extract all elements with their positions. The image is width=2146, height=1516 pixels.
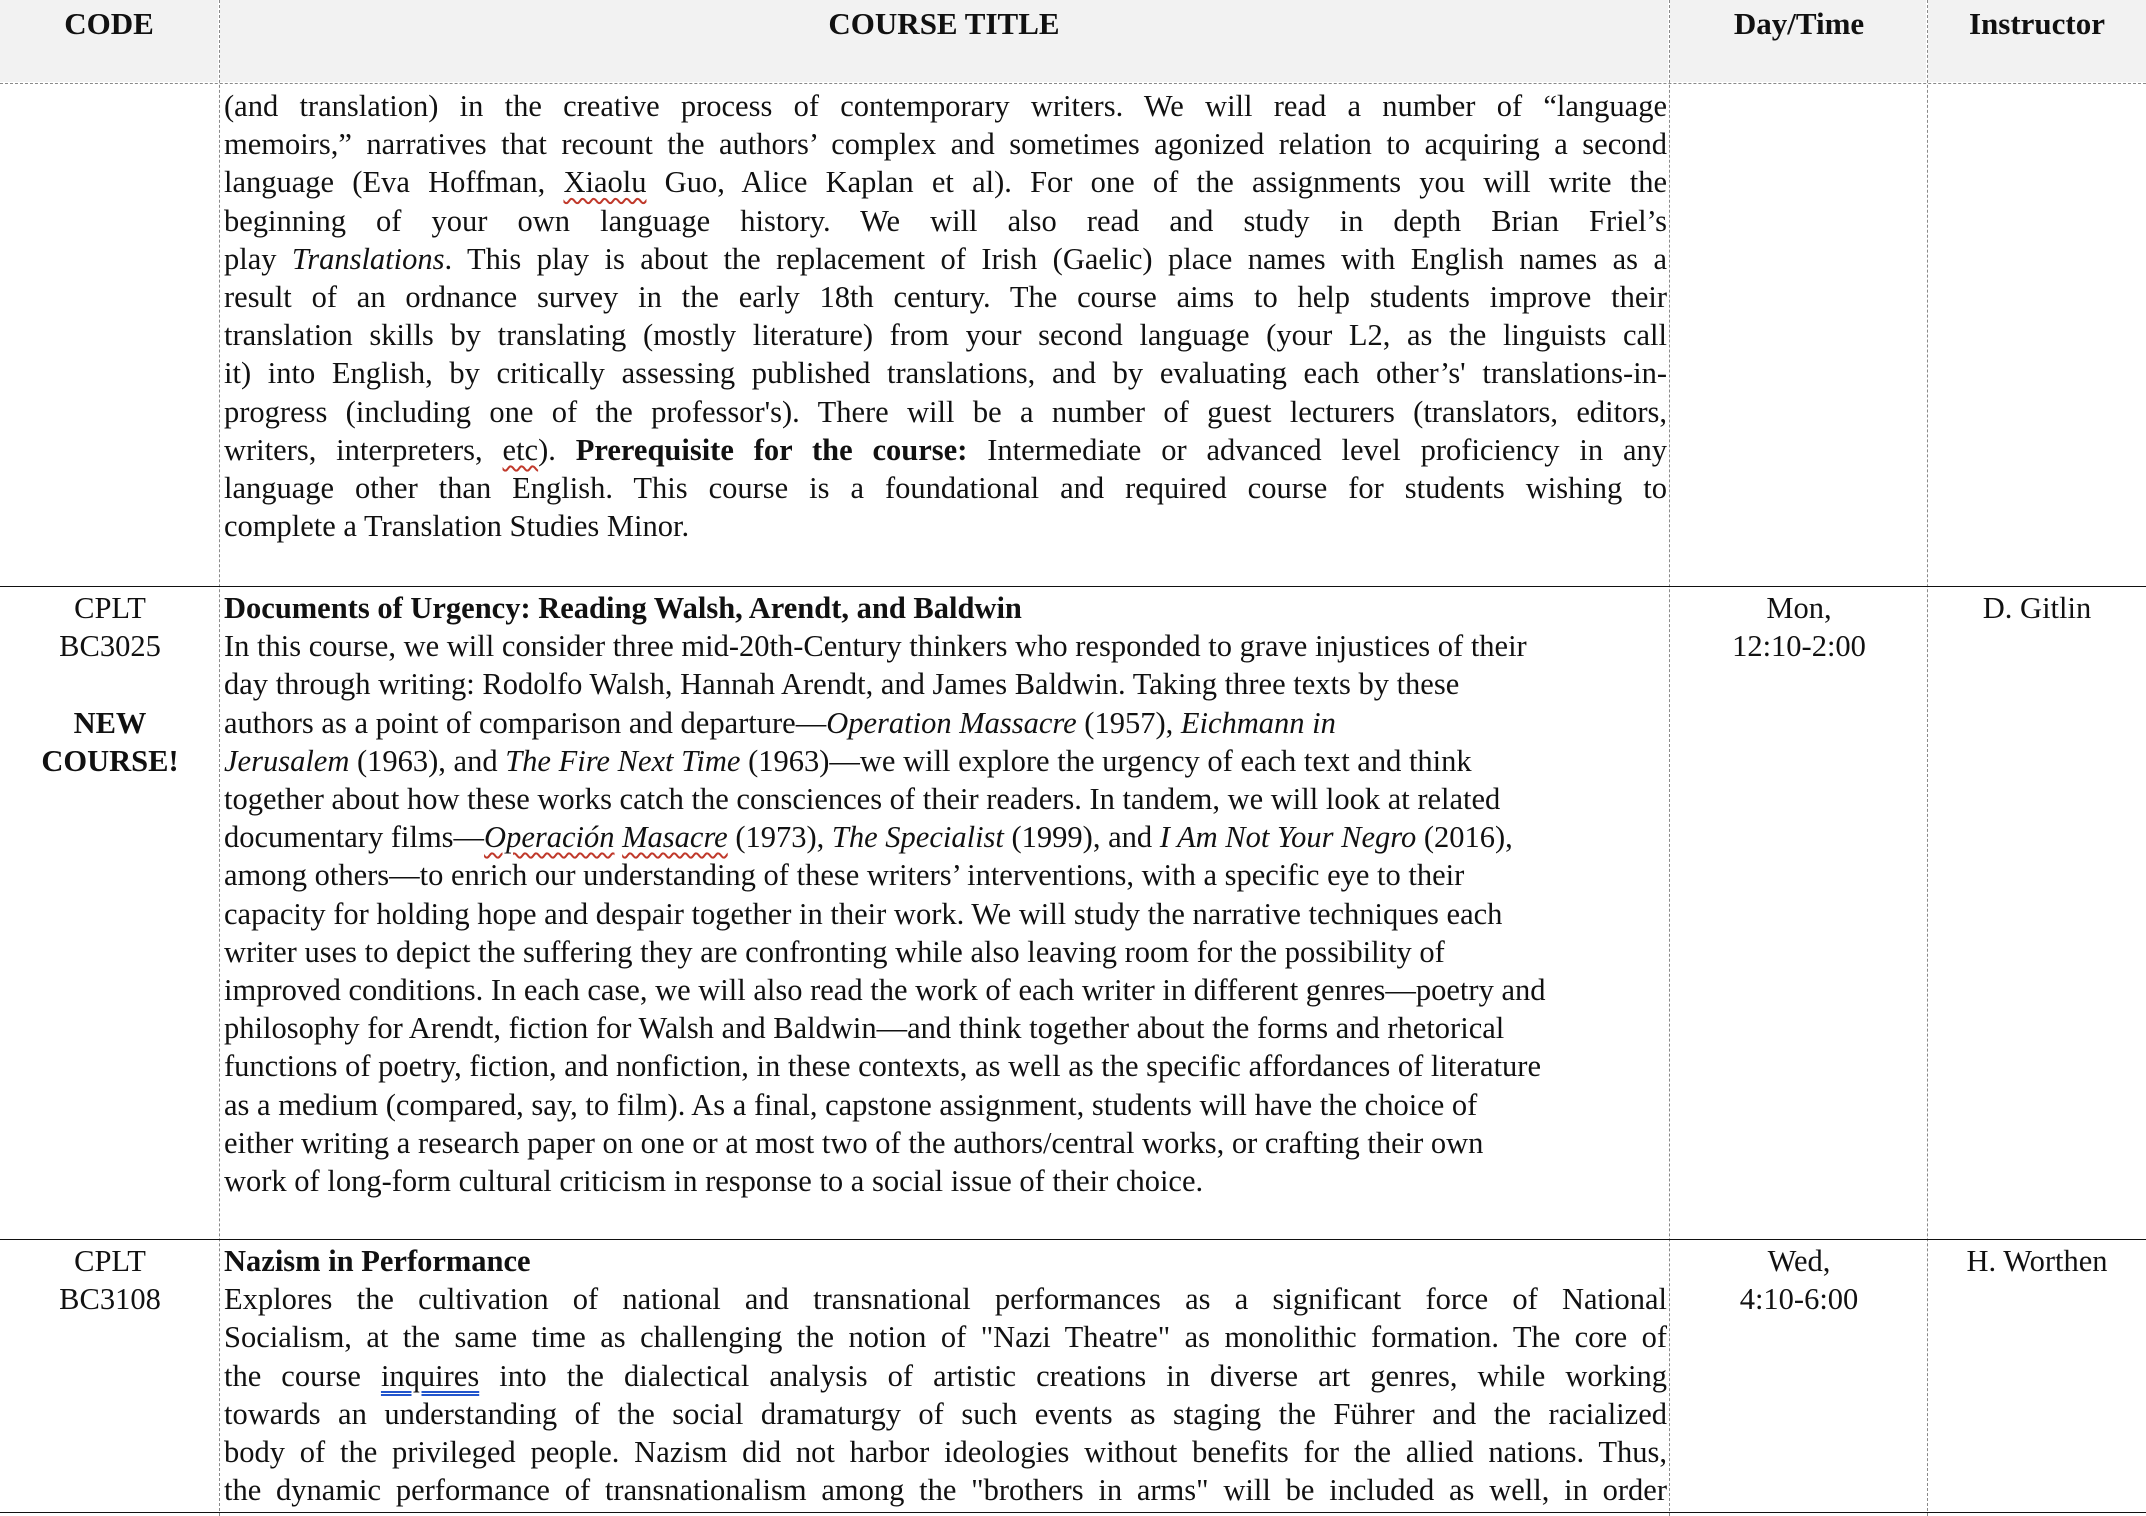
row0-line: beginning of your own language history. We will also read and study in depth Brian Friel’s [224, 203, 1667, 238]
row1-italic: I Am Not Your Negro [1159, 820, 1417, 855]
row1-line [224, 818, 1667, 856]
row1-italic: Operation Massacre [826, 705, 1077, 740]
row2-text: the course [224, 1358, 381, 1393]
row0-line [224, 163, 1667, 201]
row1-line: work of long-form cultural criticism in response to a social issue of their choice. [224, 1164, 1204, 1199]
row1-line: writer uses to depict the suffering they are confronting while also leaving room for the possibility of [224, 934, 1445, 969]
row1-code-dept: CPLT [74, 591, 146, 625]
row1-line: among others—to enrich our understanding of these writers’ interventions, with a specific eye to their [224, 858, 1465, 893]
row1-text: (1973), [727, 820, 832, 855]
prerequisite-label: Prerequisite for the course: [575, 432, 968, 467]
row1-line [224, 704, 1667, 742]
row1-line: capacity for holding hope and despair together in their work. We will study the narrative techniques each [224, 896, 1503, 931]
row1-course-title: Documents of Urgency: Reading Walsh, Arendt, and Baldwin [224, 591, 1022, 625]
row0-text: play [224, 241, 292, 276]
row1-day: Mon, [1766, 591, 1832, 625]
row1-text: (1963), and [349, 743, 506, 778]
row0-description [224, 87, 1667, 545]
row0-text: . This play is about the replacement of Irish (Gaelic) place names with English names as a [444, 241, 1667, 276]
row0-italic: Translations [291, 241, 445, 276]
row1-italic: Eichmann in [1180, 705, 1336, 740]
row2-code [0, 1242, 220, 1318]
row1-text: documentary films— [224, 820, 485, 855]
row1-time: 12:10-2:00 [1732, 629, 1866, 664]
row2-course-title: Nazism in Performance [224, 1244, 531, 1278]
row2-text: into the dialectical analysis of artistic creations in diverse art genres, while working [479, 1358, 1667, 1393]
new-course-badge-line1: NEW [73, 705, 147, 740]
row2-code-number: BC3108 [59, 1282, 161, 1317]
row2-line: Socialism, at the same time as challenging the notion of "Nazi Theatre" as monolithic formation. The core of [224, 1320, 1667, 1355]
row2-line: the dynamic performance of transnationalism among the "brothers in arms" will be included as well, in order [224, 1473, 1667, 1508]
row1-description [224, 589, 1667, 1200]
spellcheck-word: etc [502, 432, 539, 467]
row0-text: ). [538, 432, 576, 467]
row0-text: Intermediate or advanced level proficiency in any [967, 432, 1667, 467]
row1-line: together about how these works catch the consciences of their readers. In tandem, we will look at related [224, 782, 1501, 817]
row1-line [224, 742, 1667, 780]
header-day-time: Day/Time [1733, 6, 1865, 41]
row1-text: (1999), and [1003, 820, 1160, 855]
row1-italic: The Fire Next Time [505, 743, 741, 778]
row1-line: functions of poetry, fiction, and nonfiction, in these contexts, as well as the specific affordances of literature [224, 1049, 1541, 1084]
row1-line: In this course, we will consider three mid-20th-Century thinkers who responded to grave injustices of their [224, 629, 1527, 664]
row0-line: (and translation) in the creative process of contemporary writers. We will read a number of “language [224, 89, 1667, 123]
row2-instructor-name: H. Worthen [1966, 1244, 2108, 1278]
row1-italic: The Specialist [831, 820, 1004, 855]
row1-code-number: BC3025 [59, 629, 161, 664]
row1-text: (1957), [1076, 705, 1181, 740]
grid-line-row1-top [0, 586, 2146, 587]
row0-text: language (Eva Hoffman, [224, 165, 564, 200]
header-course-title: COURSE TITLE [828, 6, 1060, 41]
row1-text: (2016), [1416, 820, 1513, 855]
row1-line: either writing a research paper on one or at most two of the authors/central works, or crafting their own [224, 1125, 1484, 1160]
row1-line: philosophy for Arendt, fiction for Walsh and Baldwin—and think together about the forms and rhetorical [224, 1011, 1505, 1046]
grammar-check-word: inquires [380, 1358, 480, 1393]
row1-text: (1963)—we will explore the urgency of each text and think [740, 743, 1472, 778]
row2-time: 4:10-6:00 [1739, 1282, 1859, 1317]
row1-line: as a medium (compared, say, to film). As a final, capstone assignment, students will have the choice of [224, 1087, 1478, 1122]
row0-line: language other than English. This course is a foundational and required course for students wishing to [224, 471, 1667, 506]
header-instructor: Instructor [1968, 6, 2106, 41]
row1-day-time [1670, 589, 1928, 665]
row0-line: it) into English, by critically assessing published translations, and by evaluating each other’s' translations-in- [224, 356, 1667, 391]
grid-line-row2-top [0, 1239, 2146, 1240]
row2-instructor [1928, 1242, 2146, 1280]
header-code: CODE [64, 6, 154, 41]
row0-text: Guo, Alice Kaplan et al). For one of the assignments you will write the [646, 165, 1668, 200]
row0-line [224, 431, 1667, 469]
grid-line-header-bottom [0, 83, 2146, 84]
row0-line: memoirs,” narratives that recount the authors’ complex and sometimes agonized relation to acquiring a second [224, 127, 1667, 162]
row1-text: authors as a point of comparison and departure— [224, 705, 827, 740]
row1-line: day through writing: Rodolfo Walsh, Hannah Arendt, and James Baldwin. Taking three texts by these [224, 667, 1460, 702]
row2-line [224, 1357, 1667, 1395]
row2-description [224, 1242, 1667, 1509]
spellcheck-word: Masacre [622, 820, 728, 855]
row2-code-dept: CPLT [74, 1244, 146, 1278]
row0-line: translation skills by translating (mostly literature) from your second language (your L2, as the linguists call [224, 318, 1667, 353]
spellcheck-word: Xiaolu [563, 165, 647, 200]
grid-line-bottom [0, 1512, 2146, 1513]
row0-text: writers, interpreters, [224, 432, 503, 467]
row1-italic: Jerusalem [224, 743, 350, 778]
row0-line [224, 240, 1667, 278]
row1-code-spacer [0, 665, 220, 703]
row2-line: towards an understanding of the social dramaturgy of such events as staging the Führer and the racialized [224, 1396, 1667, 1431]
new-course-badge-line2: COURSE! [41, 743, 179, 778]
row1-code [0, 589, 220, 780]
row0-line: progress (including one of the professor's). There will be a number of guest lecturers (translators, editors, [224, 394, 1667, 429]
row0-line: complete a Translation Studies Minor. [224, 509, 690, 544]
row2-line: Explores the cultivation of national and transnational performances as a significant force of National [224, 1282, 1667, 1317]
row2-day: Wed, [1767, 1244, 1831, 1278]
row0-line: result of an ordnance survey in the early 18th century. The course aims to help students improve their [224, 280, 1667, 315]
row1-instructor-name: D. Gitlin [1982, 591, 2092, 625]
row1-italic [615, 820, 623, 854]
row1-line: improved conditions. In each case, we will also read the work of each writer in different genres—poetry and [224, 973, 1546, 1008]
row2-line: body of the privileged people. Nazism did not harbor ideologies without benefits for the allied nations. Thus, [224, 1435, 1667, 1470]
spellcheck-word: Operación [484, 820, 615, 855]
row1-instructor [1928, 589, 2146, 627]
row2-day-time [1670, 1242, 1928, 1318]
